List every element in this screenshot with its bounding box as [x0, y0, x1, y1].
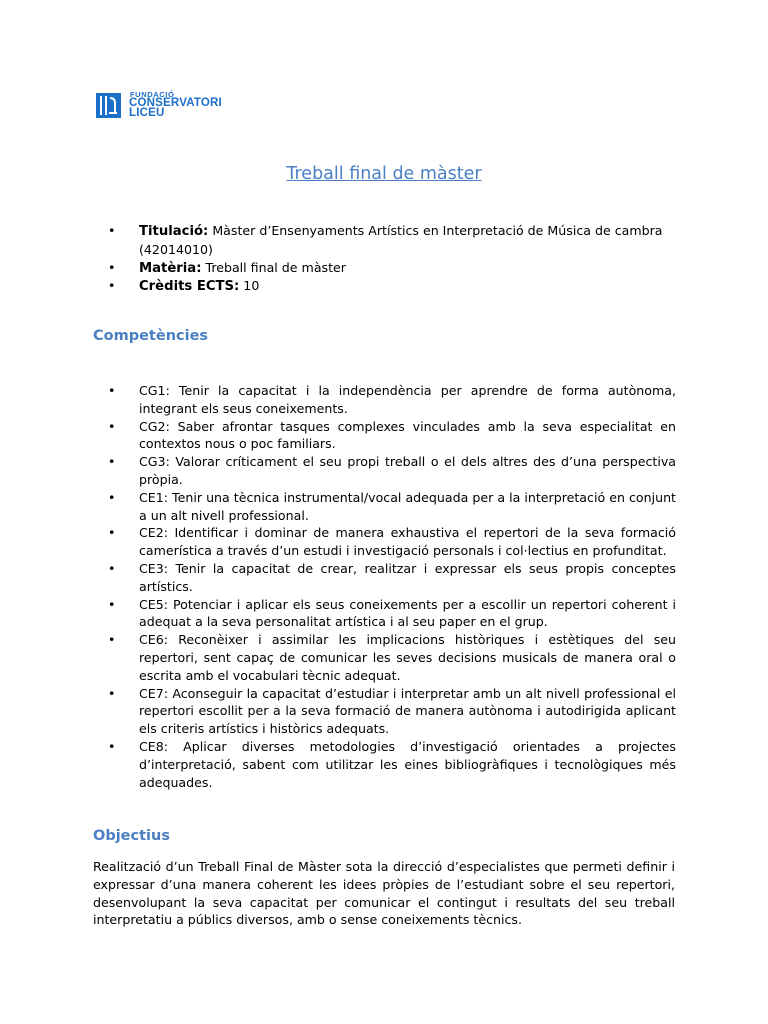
competency-text: CE5: Potenciar i aplicar els seus coneixements per a escollir un repertori coherent i adequat a la seva personalitat artística i al seu paper en el grup. — [139, 596, 676, 630]
competency-text: CG2: Saber afrontar tasques complexes vinculades amb la seva especialitat en contextos nous o poc familiars. — [139, 418, 676, 452]
bullet-icon: • — [108, 259, 116, 275]
list-item — [93, 489, 676, 525]
logo-text-conservatori: CONSERVATORI — [129, 97, 222, 109]
logo-mark-icon — [96, 93, 121, 118]
bullet-icon: • — [108, 278, 116, 294]
list-item — [93, 631, 676, 684]
competencies-list — [93, 382, 676, 791]
list-item — [93, 685, 676, 738]
info-label: Matèria: — [139, 260, 202, 276]
list-item — [93, 259, 676, 278]
bullet-icon: • — [108, 525, 116, 541]
list-item — [93, 453, 676, 489]
competency-text: CE2: Identificar i dominar de manera exhaustiva el repertori de la seva formació camerística a través d’un estudi i investigació personals i col·lectius en profunditat. — [139, 525, 676, 559]
logo-text-liceu: LICEU — [129, 107, 165, 119]
list-item — [93, 382, 676, 418]
bullet-icon: • — [108, 632, 116, 648]
bullet-icon: • — [108, 383, 116, 398]
info-value: 10 — [239, 278, 260, 294]
competency-text: CE1: Tenir una tècnica instrumental/vocal adequada per a la interpretació en conjunt a un alt nivell professional. — [139, 489, 676, 523]
logo-text-fundacio: FUNDACIÓ — [130, 90, 175, 99]
objectives-paragraph: Realització d’un Treball Final de Màster sota la direcció d’especialistes que permeti definir i expressar d’una manera coherent les idees pròpies de l’estudiant sobre el seu repertori, desenvolupant la seva capacitat per comunicar el contingut i resultats del seu treball interpretatiu a públics diversos, amb o sense coneixements tècnics. — [93, 859, 675, 928]
info-label: Crèdits ECTS: — [139, 279, 240, 295]
objectives-heading: Objectius — [93, 828, 170, 844]
bullet-icon: • — [108, 454, 116, 470]
info-value: Treball final de màster — [201, 259, 346, 275]
document-title: Treball final de màster — [286, 164, 482, 184]
competency-text: CG3: Valorar críticament el seu propi treball o el dels altres des d’una perspectiva pròpia. — [139, 454, 676, 487]
competency-text: CE8: Aplicar diverses metodologies d’investigació orientades a projectes d’interpretació, sabent com utilitzar les eines bibliogràfiques i tecnològiques més adequades. — [139, 738, 676, 790]
bullet-icon: • — [108, 560, 116, 576]
list-item — [93, 222, 676, 259]
competency-text: CE6: Reconèixer i assimilar les implicacions històriques i estètiques del seu repertori, sent capaç de comunicar les seves decisions musicals de manera oral o escrita amb el vocabulari tècnic adequat. — [139, 632, 676, 683]
info-label: Titulació: — [139, 224, 209, 239]
bullet-icon: • — [108, 596, 116, 612]
list-item — [93, 596, 676, 632]
list-item — [93, 277, 676, 296]
course-info-list — [93, 222, 676, 296]
competency-text: CE7: Aconseguir la capacitat d’estudiar i interpretar amb un alt nivell professional el repertori escollit per a la seva formació de manera autònoma i autodirigida aplicant els criteris artístics i històrics adequats. — [139, 685, 676, 737]
competency-text: CE3: Tenir la capacitat de crear, realitzar i expressar els seus propis conceptes artístics. — [139, 560, 676, 594]
list-item — [93, 738, 676, 791]
competency-text: CG1: Tenir la capacitat i la independència per aprendre de forma autònoma, integrant els seus coneixements. — [139, 383, 676, 416]
list-item — [93, 418, 676, 454]
list-item — [93, 524, 676, 560]
bullet-icon: • — [108, 418, 116, 434]
list-item — [93, 560, 676, 596]
bullet-icon: • — [108, 489, 116, 505]
competencies-heading: Competències — [93, 328, 209, 344]
bullet-icon: • — [108, 223, 116, 238]
bullet-icon: • — [108, 738, 116, 754]
bullet-icon: • — [108, 685, 116, 701]
conservatori-liceu-logo — [96, 88, 246, 122]
info-value: Màster d’Ensenyaments Artístics en Interpretació de Música de cambra (42014010) — [139, 223, 663, 257]
